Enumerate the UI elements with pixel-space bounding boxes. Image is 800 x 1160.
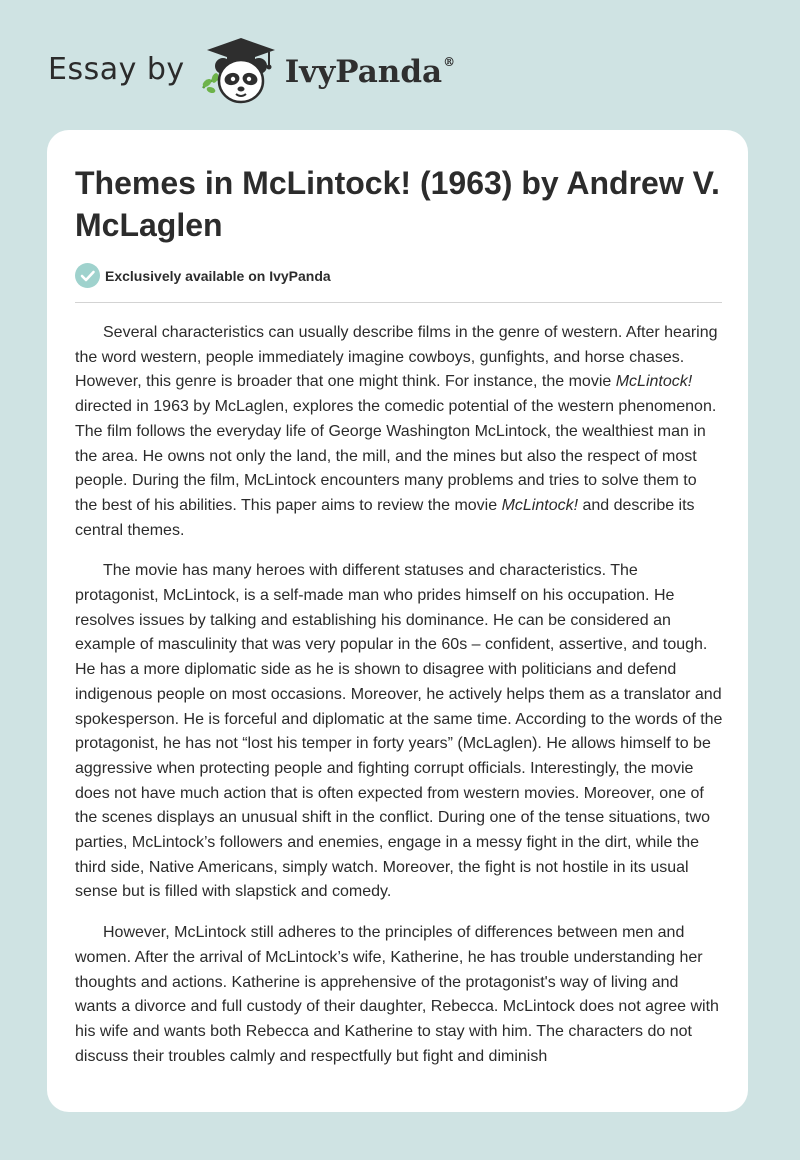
essay-paragraph-1: Several characteristics can usually describe films in the genre of western. After hearing the word western, people immediately imagine cowboys, gunfights, and horse chases. However, this genre is broader that one might think. For instance, the movie McLintock! directed in 1963 by McLaglen, explores the comedic potential of the western phenomenon. The film follows the everyday life of George Washington McLintock, the wealthiest man in the area. He owns not only the land, the mill, and the mines but also the respect of most people. During the film, McLintock encounters many problems and tries to solve them to the best of his abilities. This paper aims to review the movie McLintock! and describe its central themes. — [75, 324, 718, 539]
essay-paragraph-3: However, McLintock still adheres to the principles of differences between men and women. After the arrival of McLintock’s wife, Katherine, he has trouble understanding her thoughts and actions. Katherine is apprehensive of the protagonist's way of living and wants a divorce and full custody of their daughter, Rebecca. McLintock does not agree with his wife and wants both Rebecca and Katherine to stay with him. The characters do not discuss their troubles calmly and respectfully but fight and diminish — [75, 924, 719, 1065]
movie-title-italic: McLintock! — [501, 496, 579, 514]
essay-paragraph-2: The movie has many heroes with different statuses and characteristics. The protagonist, McLintock, is a self-made man who prides himself on his occupation. He resolves issues by talking and establishing his dominance. He can be considered an example of masculinity that was very popular in the 60s – confident, assertive, and tough. He has a more diplomatic side as he is shown to disagree with politicians and defend indigenous people on most occasions. Moreover, he actively helps them as a translator and spokesperson. He is forceful and diplomatic at the same time. According to the words of the protagonist, he has not “lost his temper in forty years” (McLaglen). He allows himself to be aggressive when protecting people and fighting corrupt officials. Interestingly, the movie does not have much action that is often expected from western movies. Moreover, one of the scenes displays an unusual shift in the conflict. During one of the tense situations, two parties, McLintock’s followers and enemies, engage in a messy fight in the dirt, while the third side, Native Americans, simply watch. Moreover, the fight is not hostile in its usual sense but is filled with slapstick and comedy. — [75, 562, 723, 901]
panda-graduate-icon — [199, 36, 281, 106]
site-header — [48, 36, 455, 106]
exclusive-badge-text: Exclusively available on IvyPanda — [105, 267, 331, 284]
brand-name[interactable]: IvyPanda® — [284, 54, 456, 90]
essay-card — [47, 130, 748, 1112]
exclusive-badge — [75, 263, 331, 288]
title-divider — [75, 302, 722, 303]
essay-title: Themes in McLintock! (1963) by Andrew V. McLaglen — [75, 165, 720, 243]
movie-title-italic: McLintock! — [615, 373, 693, 391]
check-circle-icon — [75, 263, 100, 288]
essay-body — [75, 321, 723, 1081]
brand-prefix: Essay by — [48, 51, 185, 87]
registered-mark: ® — [443, 55, 456, 69]
